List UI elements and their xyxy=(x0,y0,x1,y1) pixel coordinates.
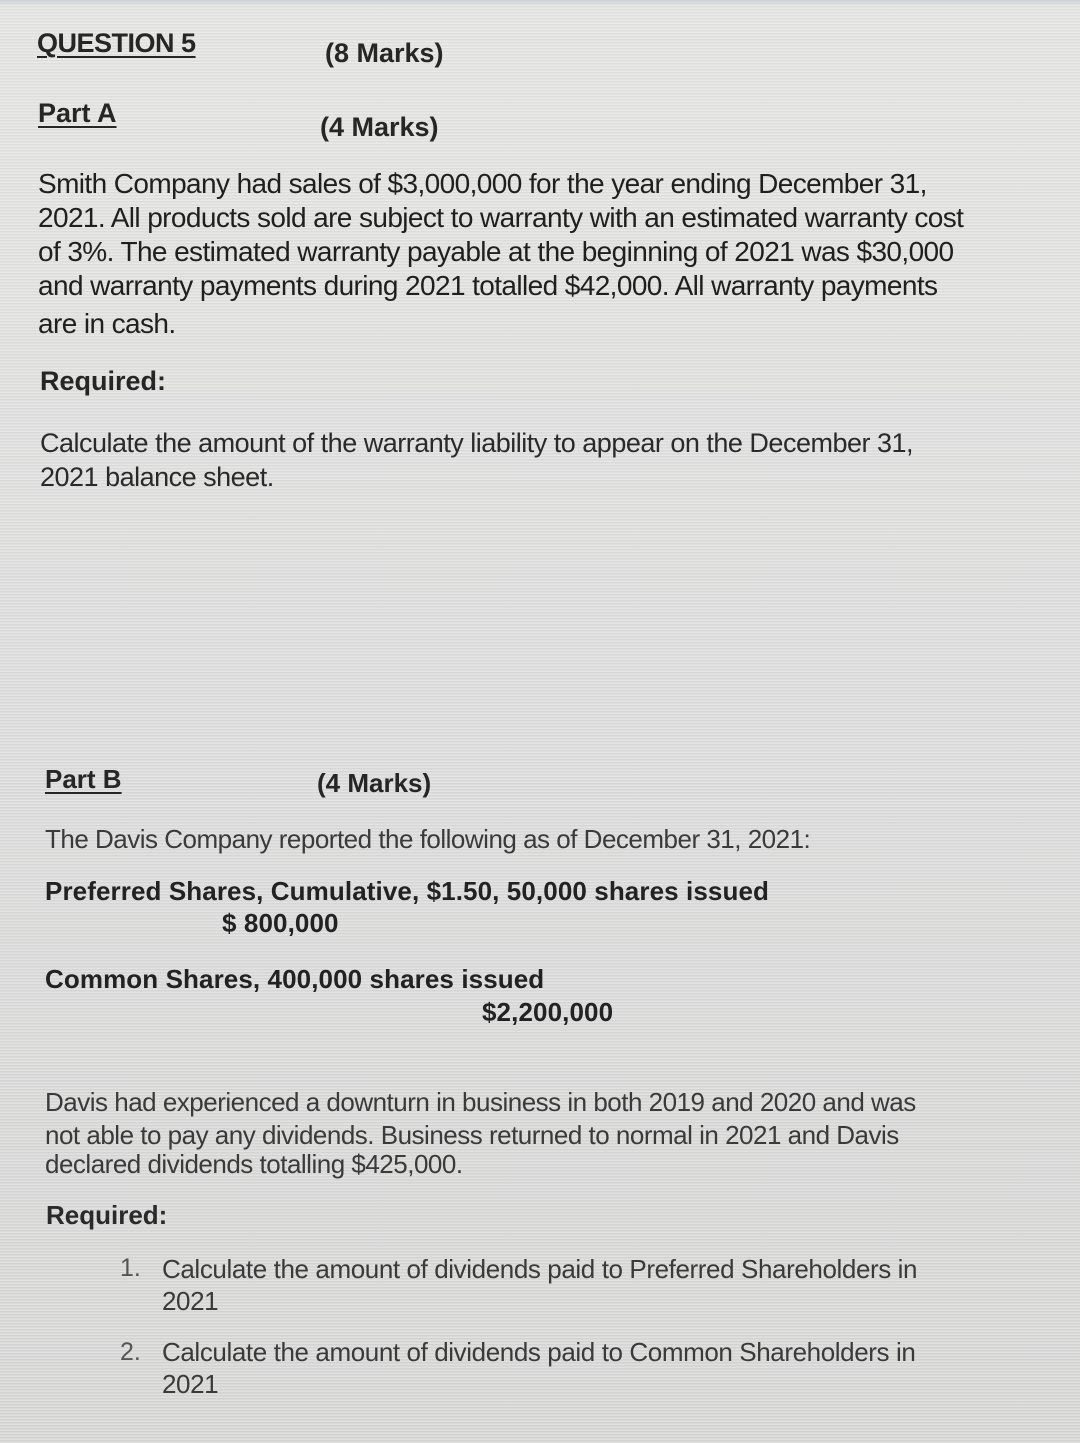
common-shares-label: Common Shares, 400,000 shares issued xyxy=(45,964,545,994)
list-item-text: Calculate the amount of dividends paid to Common Shareholders in xyxy=(162,1337,916,1367)
part-a-required-line: 2021 balance sheet. xyxy=(40,462,274,492)
list-number: 1. xyxy=(120,1254,141,1282)
part-a-text-line: 2021. All products sold are subject to warranty with an estimated warranty cost xyxy=(38,202,964,233)
part-a-required-label: Required: xyxy=(40,366,167,396)
part-a-required-line: Calculate the amount of the warranty liability to appear on the December 31, xyxy=(40,428,914,458)
part-a-text-line: are in cash. xyxy=(38,308,176,339)
list-number: 2. xyxy=(120,1338,141,1366)
part-a-text-line: and warranty payments during 2021 totalled $42,000. All warranty payments xyxy=(38,270,938,301)
list-item-text: Calculate the amount of dividends paid to Preferred Shareholders in xyxy=(162,1254,918,1284)
common-shares-amount: $2,200,000 xyxy=(482,997,614,1027)
part-a-title: Part A xyxy=(38,98,117,128)
part-a-text-line: Smith Company had sales of $3,000,000 for the year ending December 31, xyxy=(38,168,927,199)
part-b-required-label: Required: xyxy=(46,1200,168,1230)
part-a-marks: (4 Marks) xyxy=(320,112,439,142)
preferred-shares-label: Preferred Shares, Cumulative, $1.50, 50,000 shares issued xyxy=(45,876,769,906)
part-b-paragraph-line: declared dividends totalling $425,000. xyxy=(45,1149,463,1179)
part-b-intro: The Davis Company reported the following as of December 31, 2021: xyxy=(45,824,811,854)
part-b-paragraph-line: Davis had experienced a downturn in business in both 2019 and 2020 and was xyxy=(45,1087,916,1117)
part-b-marks: (4 Marks) xyxy=(317,768,432,798)
preferred-shares-amount: $ 800,000 xyxy=(222,908,339,938)
part-a-text-line: of 3%. The estimated warranty payable at the beginning of 2021 was $30,000 xyxy=(38,236,954,267)
question-title: QUESTION 5 xyxy=(37,28,196,58)
part-b-paragraph-line: not able to pay any dividends. Business returned to normal in 2021 and Davis xyxy=(45,1120,899,1150)
top-edge xyxy=(0,0,1080,6)
list-item-text: 2021 xyxy=(162,1369,219,1399)
part-b-title: Part B xyxy=(45,764,122,794)
question-marks: (8 Marks) xyxy=(325,38,444,68)
list-item-text: 2021 xyxy=(162,1286,219,1316)
